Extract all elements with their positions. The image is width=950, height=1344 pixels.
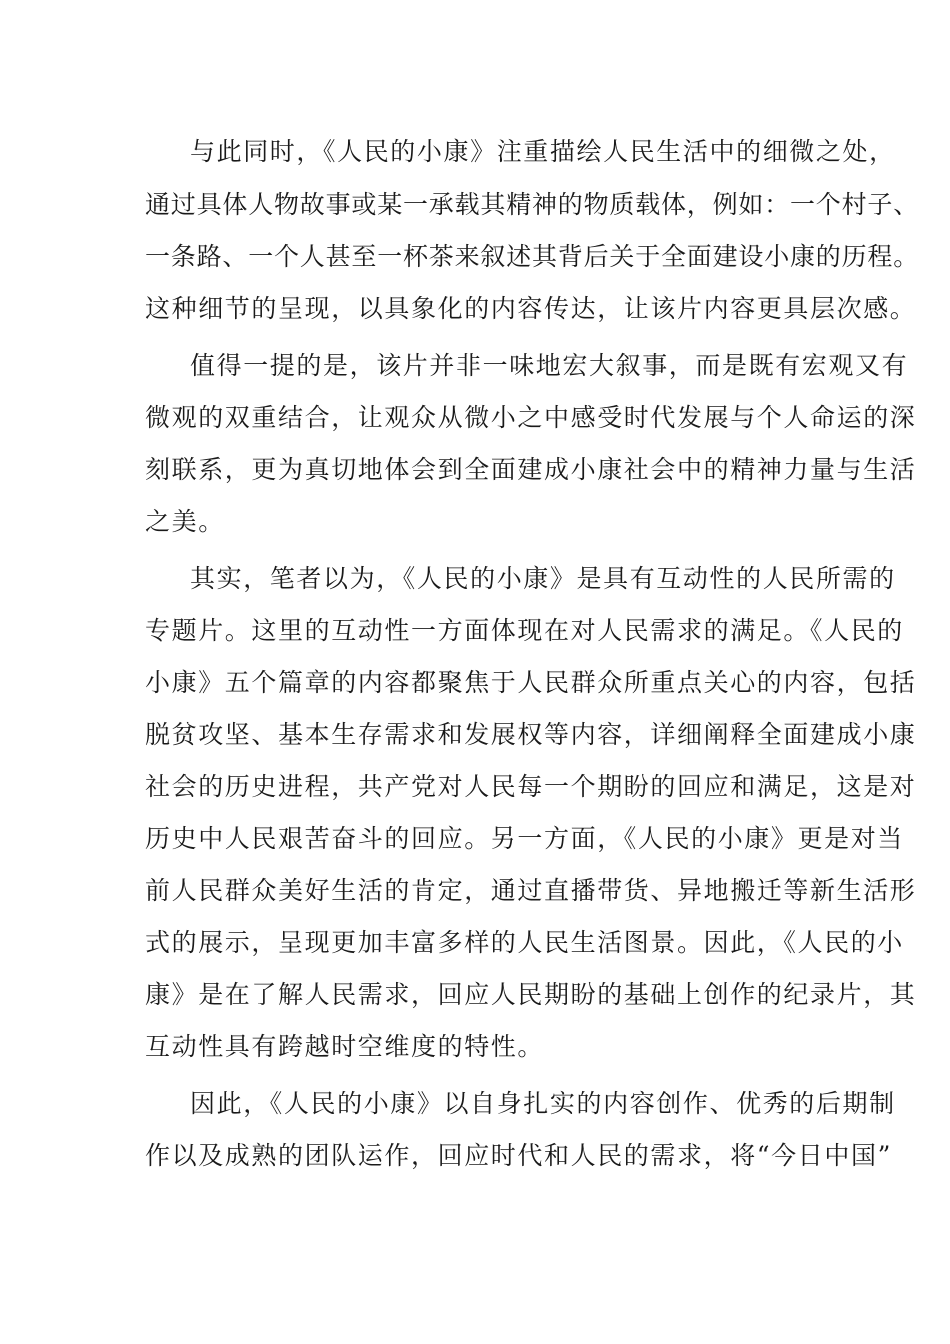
text-line: 前人民群众美好生活的肯定，通过直播带货、异地搬迁等新生活形 <box>145 876 917 905</box>
text-line: 因此，《人民的小康》以自身扎实的内容创作、优秀的后期制 <box>190 1089 896 1118</box>
text-line: 刻联系，更为真切地体会到全面建成小康社会中的精神力量与生活 <box>145 455 917 484</box>
text-line: 一条路、一个人甚至一杯茶来叙述其背后关于全面建设小康的历程。 <box>145 242 920 271</box>
text-line: 社会的历史进程，共产党对人民每一个期盼的回应和满足，这是对 <box>145 772 917 801</box>
text-line: 康》是在了解人民需求，回应人民期盼的基础上创作的纪录片，其 <box>145 980 917 1009</box>
text-line: 通过具体人物故事或某一承载其精神的物质载体，例如：一个村子、 <box>145 190 920 219</box>
text-line: 之美。 <box>145 507 225 536</box>
text-line: 历史中人民艰苦奋斗的回应。另一方面，《人民的小康》更是对当 <box>145 824 904 853</box>
text-line: 与此同时，《人民的小康》注重描绘人民生活中的细微之处， <box>190 137 896 166</box>
text-line: 专题片。这里的互动性一方面体现在对人民需求的满足。《人民的 <box>145 616 904 645</box>
text-line: 值得一提的是，该片并非一味地宏大叙事，而是既有宏观又有 <box>190 351 909 380</box>
text-line: 互动性具有跨越时空维度的特性。 <box>145 1032 545 1061</box>
text-line: 脱贫攻坚、基本生存需求和发展权等内容，详细阐释全面建成小康 <box>145 720 917 749</box>
text-line: 这种细节的呈现，以具象化的内容传达，让该片内容更具层次感。 <box>145 294 917 323</box>
text-line: 其实，笔者以为，《人民的小康》是具有互动性的人民所需的 <box>190 564 896 593</box>
text-line: 微观的双重结合，让观众从微小之中感受时代发展与个人命运的深 <box>145 403 917 432</box>
text-line: 作以及成熟的团队运作，回应时代和人民的需求，将“今日中国” <box>145 1141 892 1170</box>
text-line: 小康》五个篇章的内容都聚焦于人民群众所重点关心的内容，包括 <box>145 668 917 697</box>
text-line: 式的展示，呈现更加丰富多样的人民生活图景。因此，《人民的小 <box>145 928 904 957</box>
